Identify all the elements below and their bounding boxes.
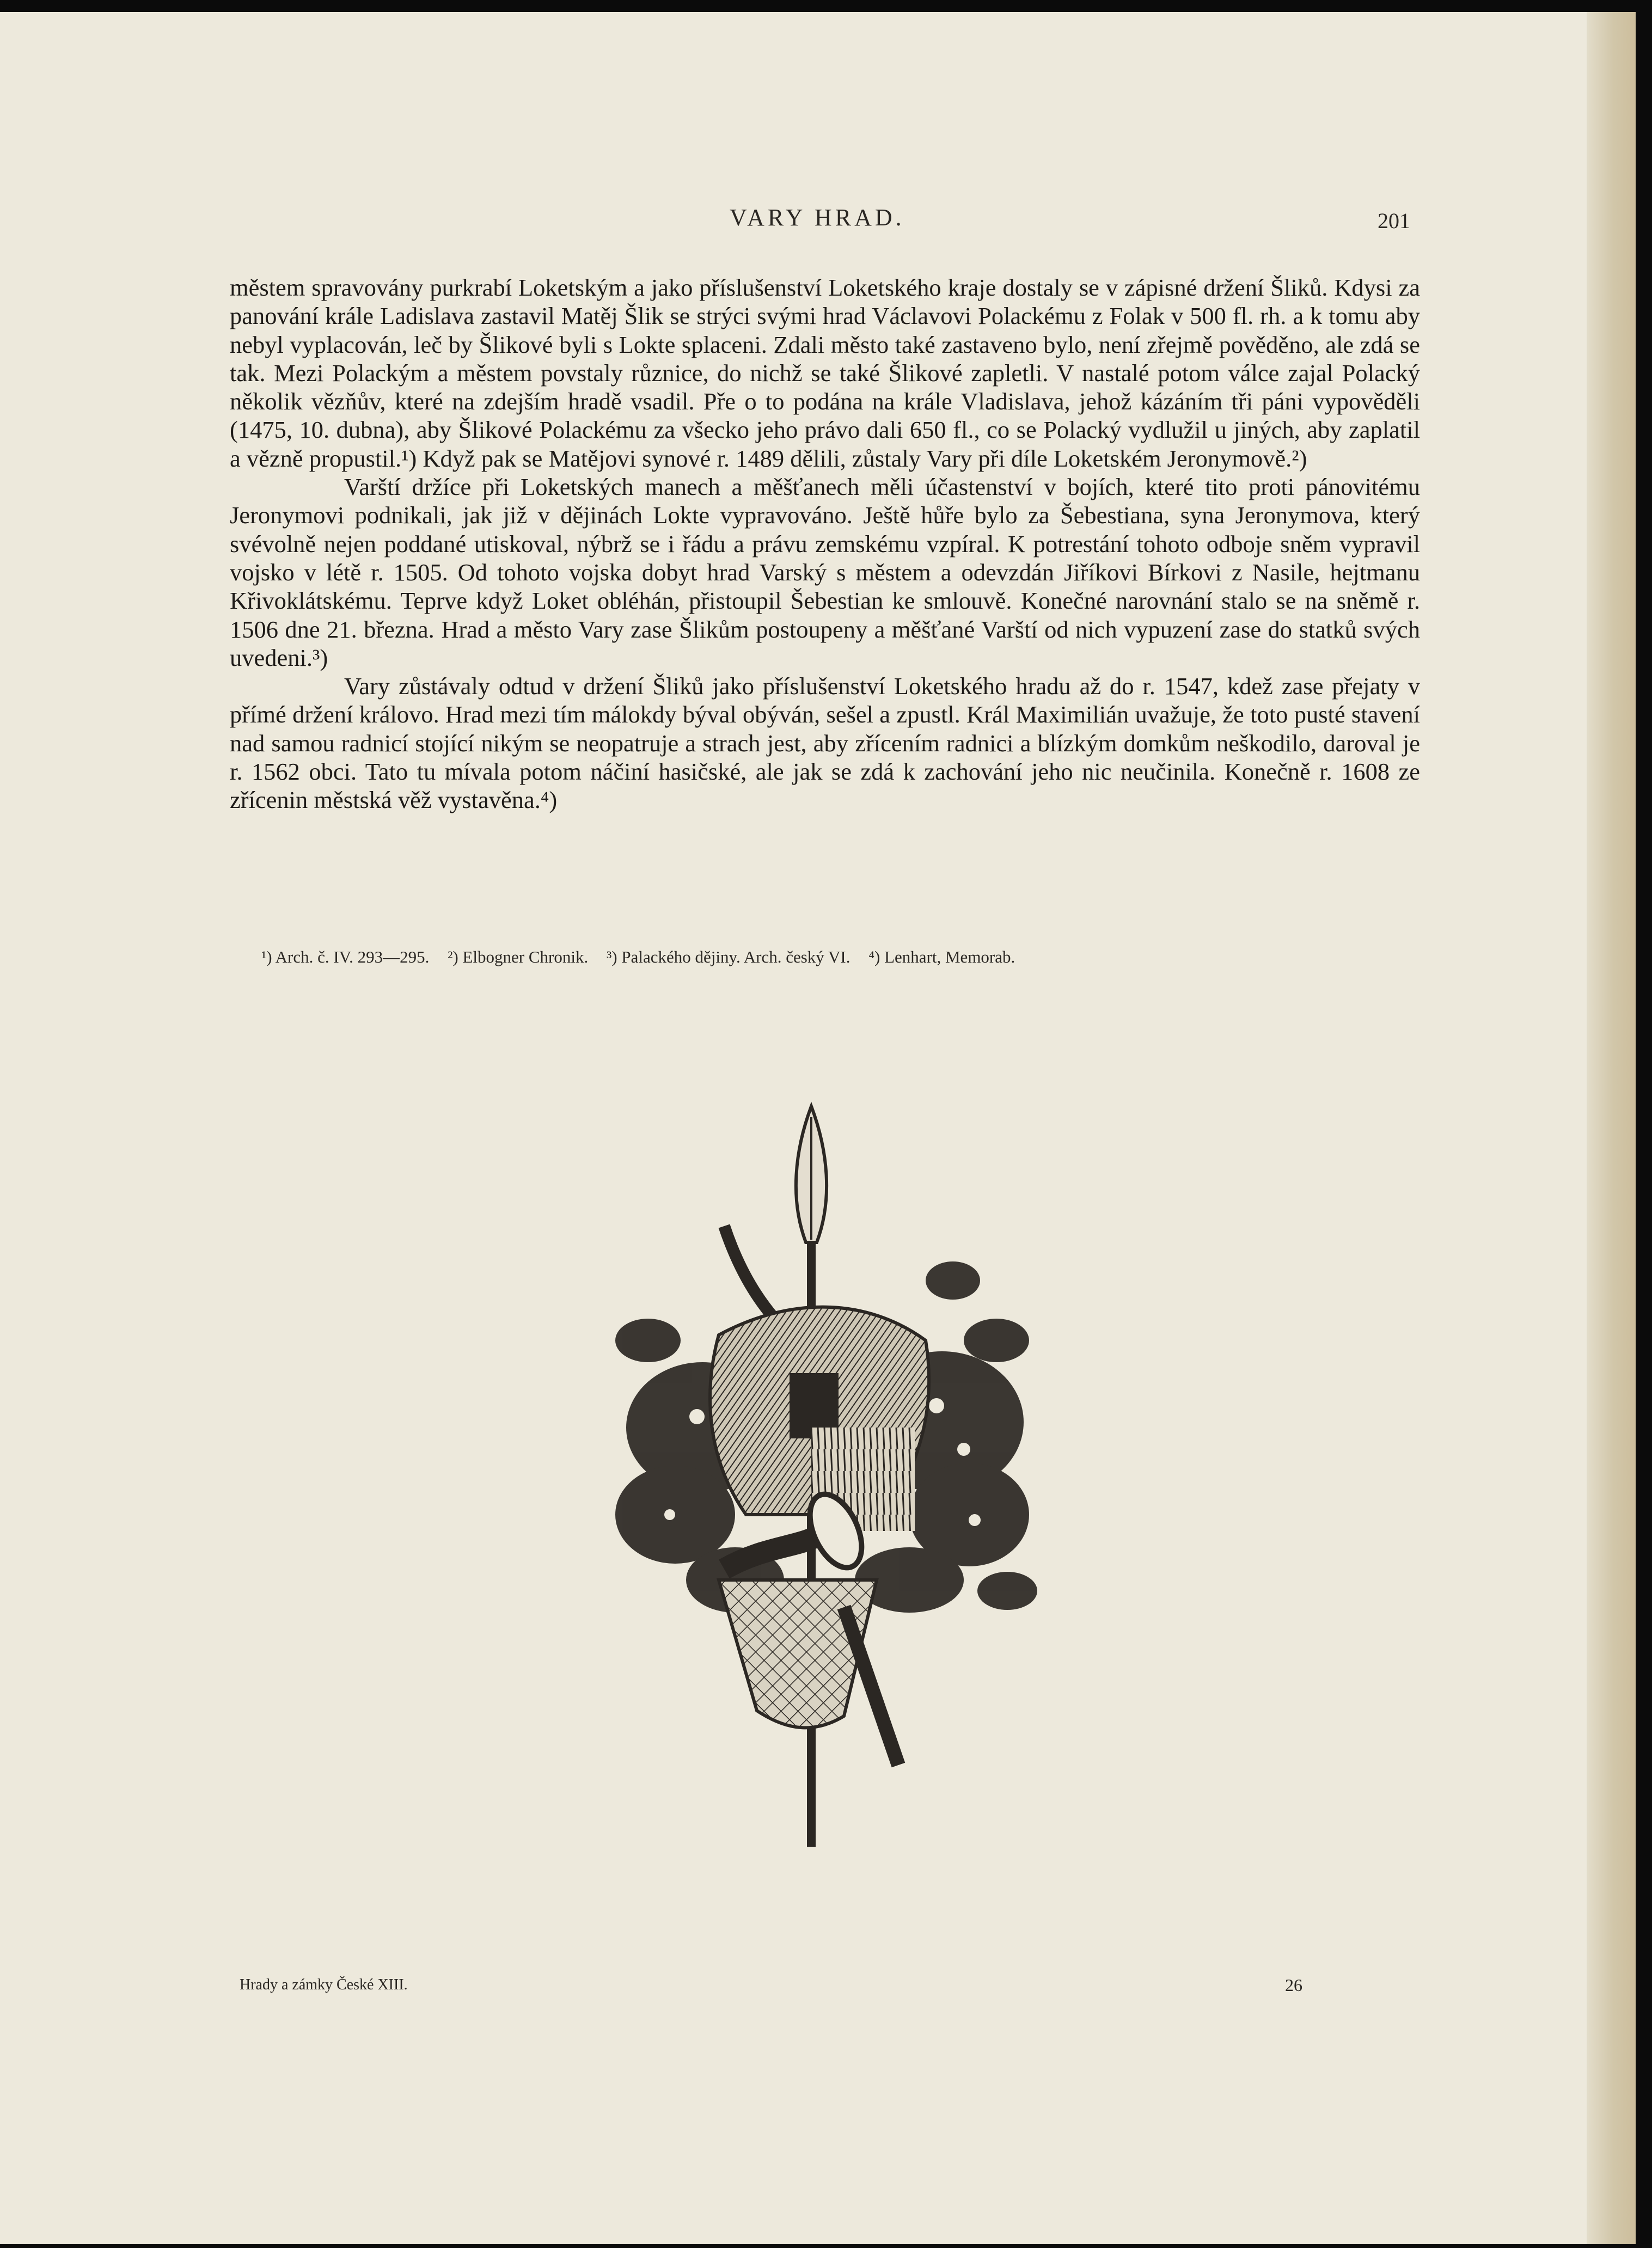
footnote: ³) Palackého dějiny. Arch. český VI. [606, 947, 851, 966]
paragraph: městem spravovány purkrabí Loketským a jako příslušenství Loketského kraje dostaly se v zápisné držení Šliků. Kdysi za panování krále Ladislava zastavil Matěj Šlik se strýci svými hrad Václavovi Polackému z Folak v 500 fl. rh. a k tomu aby nebyl vyplacován, leč by Šlikové byli s Lokte splaceni. Zdali město také zastaveno bylo, není zřejmě pověděno, ale zdá se tak. Mezi Polackým a městem povstaly různice, do nichž se také Šlikové zapletli. V nastalé potom válce zajal Polacký několik vězňův, které na zdejším hradě vsadil. Pře o to podána na krále Vladislava, jehož kázáním tři páni vypověděli (1475, 10. dubna), aby Šlikové Polackému za všecko jeho právo dali 650 fl., co se Polacký vydlužil u jiných, aby zaplatil a vězně propustil.¹) Když pak se Matějovi synové r. 1489 dělili, zůstaly Vary při díle Loketském Jeronymově.²) [230, 274, 1420, 472]
page-number: 201 [1378, 209, 1410, 233]
footnote: ⁴) Lenhart, Memorab. [868, 947, 1015, 966]
paragraph: Vary zůstávaly odtud v držení Šliků jako příslušenství Loketského hradu až do r. 1547, kdež zase přejaty v přímé držení královo. Hrad mezi tím málokdy býval obýván, sešel a zpustl. Král Maximilián uvažuje, že toto pusté stavení nad samou radnicí stojící nikým se neopatruje a strach jest, aby zřícením radnici a blízkým domkům neškodilo, daroval je r. 1562 obci. Tato tu mívala potom náčiní hasičské, ale jak se zdá k zachování jeho nic neučinila. Konečně r. 1608 ze zřícenin městská věž vystavěna.⁴) [230, 672, 1420, 814]
book-page [0, 12, 1636, 2244]
hunting-trophy-vignette-icon [561, 1101, 1073, 1852]
signature-number: 26 [1285, 1975, 1302, 1995]
paragraph: Varští držíce při Loketských manech a měšťanech měli účastenství v bojích, které tito proti pánovitému Jeronymovi podnikali, jak již v dějinách Lokte vypravováno. Ještě hůře bylo za Šebestiana, syna Jeronymova, který svévolně nejen poddané utiskoval, nýbrž se i řádu a právu zemskému vzpíral. K potrestání tohoto odboje sněm vypravil vojsko v létě r. 1505. Od tohoto vojska dobyt hrad Varský s městem a odevzdán Jiříkovi Bírkovi z Nasile, hejtmanu Křivoklátskému. Teprve když Loket obléhán, přistoupil Šebestian ke smlouvě. Konečné narovnání stalo se na sněmě r. 1506 dne 21. března. Hrad a město Vary zase Šlikům postoupeny a měšťané Varští od nich vypuzení zase do statků svých uvedeni.³) [230, 473, 1420, 671]
page-header [0, 197, 1563, 241]
footnote: ²) Elbogner Chronik. [448, 947, 589, 966]
footnotes [261, 947, 1432, 967]
page-edge-shadow [1587, 12, 1636, 2244]
footnote: ¹) Arch. č. IV. 293—295. [261, 947, 430, 966]
running-head: VARY HRAD. [730, 204, 905, 231]
body-text [230, 273, 1420, 814]
signature-mark: Hrady a zámky České XIII. [240, 1976, 408, 1993]
